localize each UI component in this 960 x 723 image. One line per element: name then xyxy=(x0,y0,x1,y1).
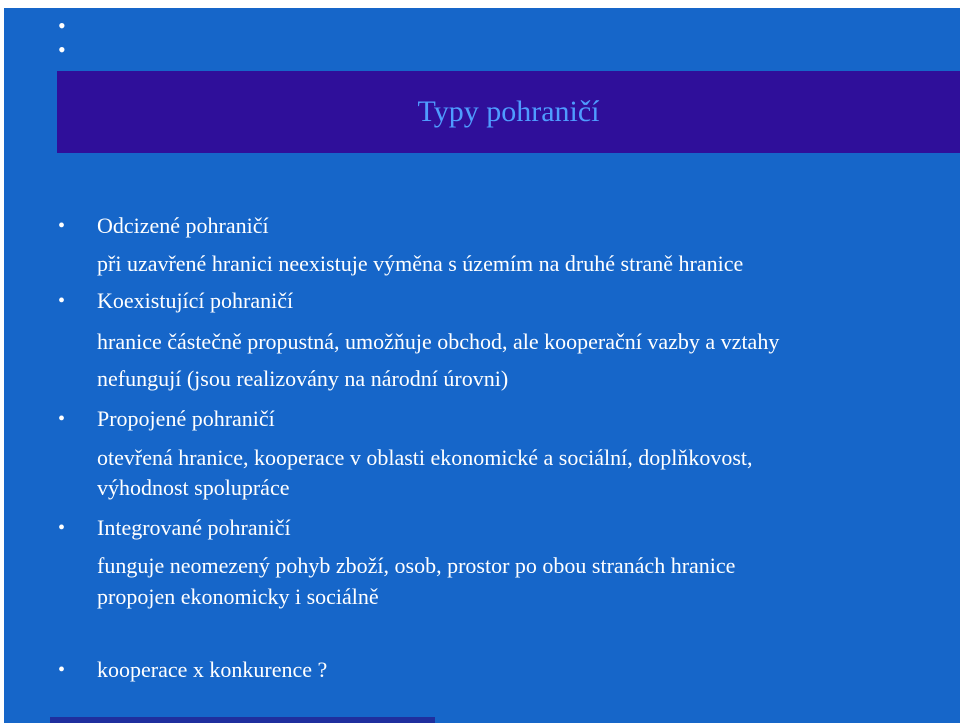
bullet-detail: otevřená hranice, kooperace v oblasti ekonomické a sociální, doplňkovost, xyxy=(97,445,753,470)
bullet-heading: kooperace x konkurence ? xyxy=(97,657,328,682)
bullet-heading: Integrované pohraničí xyxy=(97,515,291,540)
bullet-detail: propojen ekonomicky i sociálně xyxy=(97,584,379,609)
bullet-heading: Odcizené pohraničí xyxy=(97,213,269,238)
title-bar xyxy=(57,71,960,153)
bullet-glyph: • xyxy=(58,215,66,237)
top-bullet: • xyxy=(58,13,66,38)
bullet-glyph: • xyxy=(58,408,66,430)
bullet-glyph: • xyxy=(58,659,66,681)
bullet-detail: výhodnost spolupráce xyxy=(97,475,290,500)
bottom-bar xyxy=(50,717,435,723)
top-bullet: • xyxy=(58,37,66,62)
bullet-heading: Koexistující pohraničí xyxy=(97,288,294,313)
bullet-glyph: • xyxy=(58,517,66,539)
top-edge xyxy=(0,0,960,8)
bullet-heading: Propojené pohraničí xyxy=(97,406,275,431)
bullet-detail: funguje neomezený pohyb zboží, osob, prostor po obou stranách hranice xyxy=(97,553,736,578)
bullet-detail: hranice částečně propustná, umožňuje obchod, ale kooperační vazby a vztahy xyxy=(97,329,780,354)
bullet-detail: nefungují (jsou realizovány na národní úrovni) xyxy=(97,366,509,391)
top-bullets xyxy=(58,14,66,62)
slide-title: Typy pohraničí xyxy=(417,95,600,128)
left-edge xyxy=(0,0,4,723)
bullet-detail: při uzavřené hranici neexistuje výměna s územím na druhé straně hranice xyxy=(97,251,744,276)
bullet-glyph: • xyxy=(58,290,66,312)
